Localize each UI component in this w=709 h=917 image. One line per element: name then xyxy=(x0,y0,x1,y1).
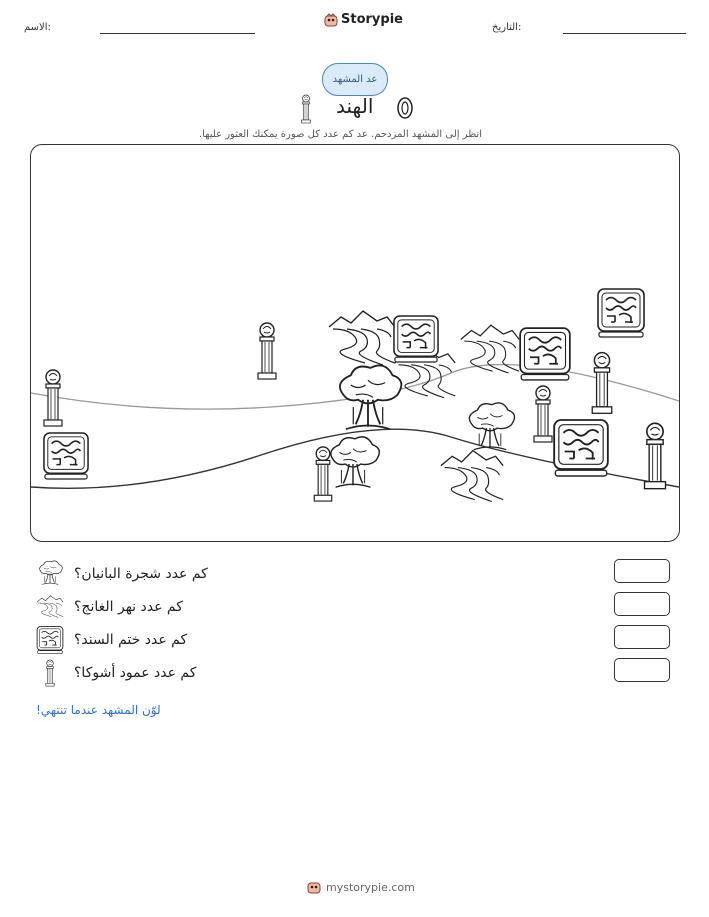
answer-box[interactable] xyxy=(614,658,670,682)
question-row xyxy=(36,593,183,621)
question-text: كم عدد نهر الغانج؟ xyxy=(74,599,183,615)
zero-ring-icon xyxy=(396,96,414,120)
instructions: انظر إلى المشهد المزدحم. عد كم عدد كل صورة يمكنك العثور عليها. xyxy=(198,129,482,140)
indus-seal-icon xyxy=(36,626,64,654)
name-label: الاسم: xyxy=(24,22,51,33)
question-text: كم عدد شجرة البانيان؟ xyxy=(74,566,208,582)
storypie-logo-icon xyxy=(307,880,321,894)
answer-box[interactable] xyxy=(614,625,670,649)
date-field[interactable] xyxy=(563,33,686,34)
brand-logo xyxy=(324,12,403,27)
banyan-tree-icon xyxy=(36,560,64,588)
color-note: لوّن المشهد عندما تنتهي! xyxy=(36,703,161,717)
country-title: الهند xyxy=(336,94,374,118)
busy-scene xyxy=(30,144,680,542)
storypie-logo-icon xyxy=(324,13,338,27)
footer-site: mystorypie.com xyxy=(326,880,415,894)
answer-box[interactable] xyxy=(614,592,670,616)
question-row xyxy=(36,626,187,654)
name-field[interactable] xyxy=(100,33,255,34)
answer-box[interactable] xyxy=(614,559,670,583)
ashoka-pillar-icon xyxy=(300,94,312,124)
question-row xyxy=(36,659,196,687)
scene-count-badge: عد المشهد xyxy=(322,63,388,96)
scene-illustration xyxy=(31,145,679,541)
ganges-river-icon xyxy=(36,593,64,621)
question-text: كم عدد ختم السند؟ xyxy=(74,632,188,648)
ashoka-pillar-icon xyxy=(36,659,64,687)
date-label: التاريخ: xyxy=(492,22,522,33)
question-text: كم عدد عمود أشوكا؟ xyxy=(74,665,197,681)
footer xyxy=(307,880,415,894)
question-row xyxy=(36,560,208,588)
brand-name: Storypie xyxy=(341,12,403,27)
page-title xyxy=(300,94,420,124)
